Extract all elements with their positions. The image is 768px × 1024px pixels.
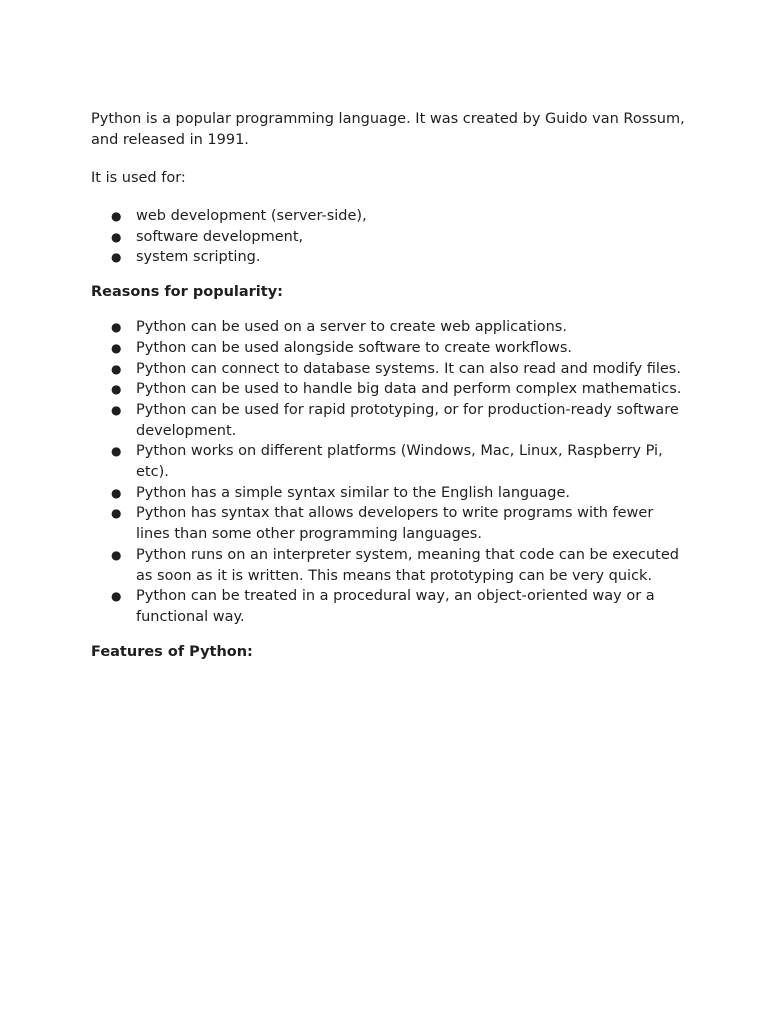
- features-heading: Features of Python:: [91, 643, 253, 660]
- list-item: ● Python runs on an interpreter system, meaning that code can be executed as soon as it is written. This means that prototyping can be very quick.: [111, 546, 679, 584]
- bullet-icon: ●: [111, 209, 122, 223]
- document-page: [91, 109, 691, 663]
- list-item: ● Python has a simple syntax similar to the English language.: [91, 483, 691, 504]
- list-item: ● web development (server-side),: [91, 206, 691, 227]
- bullet-icon: ●: [111, 485, 122, 500]
- intro-paragraph: Python is a popular programming language. It was created by Guido van Rossum, and released in 1991.: [91, 111, 685, 148]
- list-item: ● Python can be used to handle big data and perform complex mathematics.: [91, 379, 691, 400]
- bullet-icon: ●: [111, 589, 122, 604]
- list-item: ● Python has syntax that allows developers to write programs with fewer lines than some other programming languages.: [111, 505, 654, 543]
- list-item: ● software development,: [91, 227, 691, 248]
- list-item: ● Python can be used for rapid prototyping, or for production-ready software development.: [111, 401, 679, 439]
- list-item: ● Python can be used alongside software to create workflows.: [91, 338, 691, 359]
- uses-list: [91, 206, 691, 268]
- list-item: ● Python can be treated in a procedural way, an object-oriented way or a functional way.: [111, 588, 655, 625]
- used-for-label: It is used for:: [91, 170, 186, 186]
- list-item: ● Python can connect to database systems. It can also read and modify files.: [91, 359, 691, 380]
- bullet-icon: ●: [111, 547, 122, 562]
- bullet-icon: ●: [111, 361, 122, 376]
- bullet-icon: ●: [111, 402, 122, 417]
- bullet-icon: ●: [111, 320, 122, 335]
- list-item: ● Python works on different platforms (Windows, Mac, Linux, Raspberry Pi, etc).: [111, 443, 663, 481]
- bullet-icon: ●: [111, 444, 122, 459]
- bullet-icon: ●: [111, 340, 122, 355]
- bullet-icon: ●: [111, 250, 122, 265]
- list-item: ● Python can be used on a server to create web applications.: [91, 317, 691, 338]
- reasons-heading: Reasons for popularity:: [91, 284, 283, 301]
- list-item: ● system scripting.: [91, 247, 691, 268]
- bullet-icon: ●: [111, 229, 122, 244]
- bullet-icon: ●: [111, 382, 122, 397]
- bullet-icon: ●: [111, 506, 122, 521]
- reasons-list: [91, 317, 691, 628]
